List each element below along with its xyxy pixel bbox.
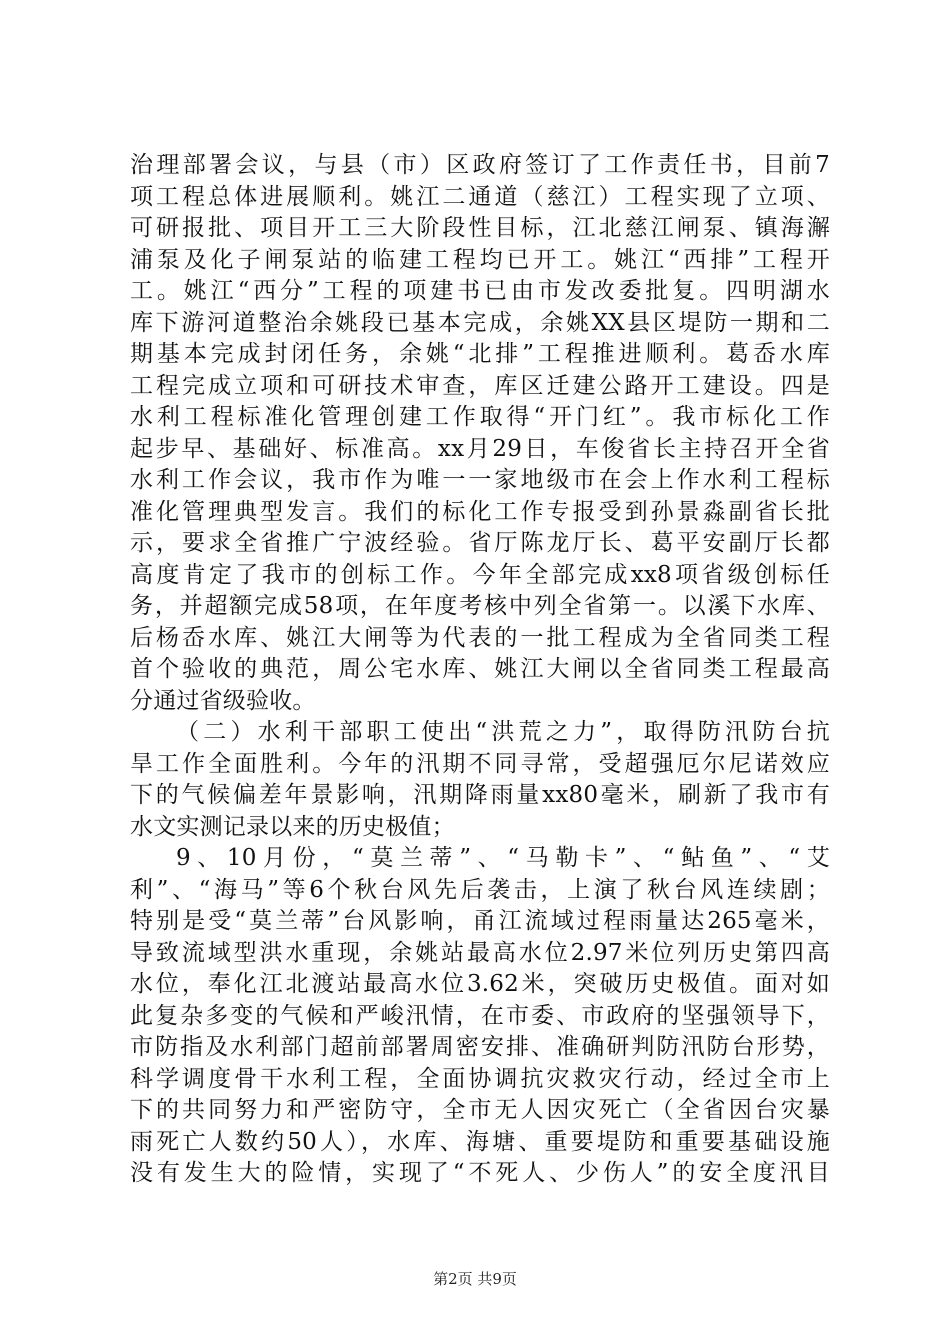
text-line: 后杨岙水库、姚江大闸等为代表的一批工程成为全省同类工程 (130, 624, 830, 651)
text-line: 市防指及水利部门超前部署周密安排、准确研判防汛防台形势， (130, 1034, 830, 1060)
text-line: 没有发生大的险情，实现了“不死人、少伤人”的安全度汛目 (130, 1160, 830, 1186)
text-line: 期基本完成封闭任务，余姚“北排”工程推进顺利。葛岙水库 (130, 341, 830, 367)
text-line: 首个验收的典范，周公宅水库、姚江大闸以全省同类工程最高 (130, 656, 830, 682)
text-line: 准化管理典型发言。我们的标化工作专报受到孙景淼副省长批 (130, 498, 830, 525)
text-line: 水文实测记录以来的历史极值； (130, 813, 455, 840)
text-line: 浦泵及化子闸泵站的临建工程均已开工。姚江“西排”工程开 (130, 246, 830, 273)
text-line: 分通过省级验收。 (130, 687, 316, 714)
text-line: 旱工作全面胜利。今年的汛期不同寻常，受超强厄尔尼诺效应 (130, 750, 830, 777)
text-line: 9、10月份，“莫兰蒂”、“马勒卡”、“鲇鱼”、“艾 (176, 845, 830, 871)
text-line: 水利工作会议，我市作为唯一一家地级市在会上作水利工程标 (130, 467, 830, 493)
text-line: 导致流域型洪水重现，余姚站最高水位2.97米位列历史第四高 (130, 939, 830, 966)
text-line: 务，并超额完成58项，在年度考核中列全省第一。以溪下水库、 (130, 593, 830, 619)
text-line: 科学调度骨干水利工程，全面协调抗灾救灾行动，经过全市上 (130, 1065, 830, 1092)
text-line: （二）水利干部职工使出“洪荒之力”，取得防汛防台抗 (176, 719, 830, 745)
text-line: 水利工程标准化管理创建工作取得“开门红”。我市标化工作 (130, 404, 830, 430)
text-line: 雨死亡人数约50人），水库、海塘、重要堤防和重要基础设施 (130, 1128, 830, 1155)
text-line: 治理部署会议，与县（市）区政府签订了工作责任书，目前7 (130, 152, 830, 178)
text-line: 下的气候偏差年景影响，汛期降雨量xx80毫米，刷新了我市有 (130, 782, 830, 808)
text-line: 下的共同努力和严密防守，全市无人因灾死亡（全省因台灾暴 (130, 1097, 830, 1123)
text-line: 起步早、基础好、标准高。xx月29日，车俊省长主持召开全省 (130, 435, 830, 462)
text-line: 高度肯定了我市的创标工作。今年全部完成xx8项省级创标任 (130, 561, 830, 588)
text-line: 此复杂多变的气候和严峻汛情，在市委、市政府的坚强领导下， (130, 1002, 830, 1029)
text-line: 水位，奉化江北渡站最高水位3.62米，突破历史极值。面对如 (130, 971, 830, 997)
text-line: 工程完成立项和可研技术审查，库区迁建公路开工建设。四是 (130, 372, 830, 399)
text-line: 示，要求全省推广宁波经验。省厅陈龙厅长、葛平安副厅长都 (130, 530, 830, 556)
text-line: 工。姚江“西分”工程的项建书已由市发改委批复。四明湖水 (130, 278, 830, 304)
text-line: 可研报批、项目开工三大阶段性目标，江北慈江闸泵、镇海澥 (130, 215, 830, 241)
text-line: 利”、“海马”等6个秋台风先后袭击，上演了秋台风连续剧； (130, 876, 830, 903)
text-line: 特别是受“莫兰蒂”台风影响，甬江流域过程雨量达265毫米， (130, 908, 830, 934)
text-line: 库下游河道整治余姚段已基本完成，余姚XX县区堤防一期和二 (130, 309, 830, 336)
text-line: 项工程总体进展顺利。姚江二通道（慈江）工程实现了立项、 (130, 183, 830, 210)
body-text (130, 150, 830, 1190)
page-footer: 第2页 共9页 (433, 1270, 517, 1288)
